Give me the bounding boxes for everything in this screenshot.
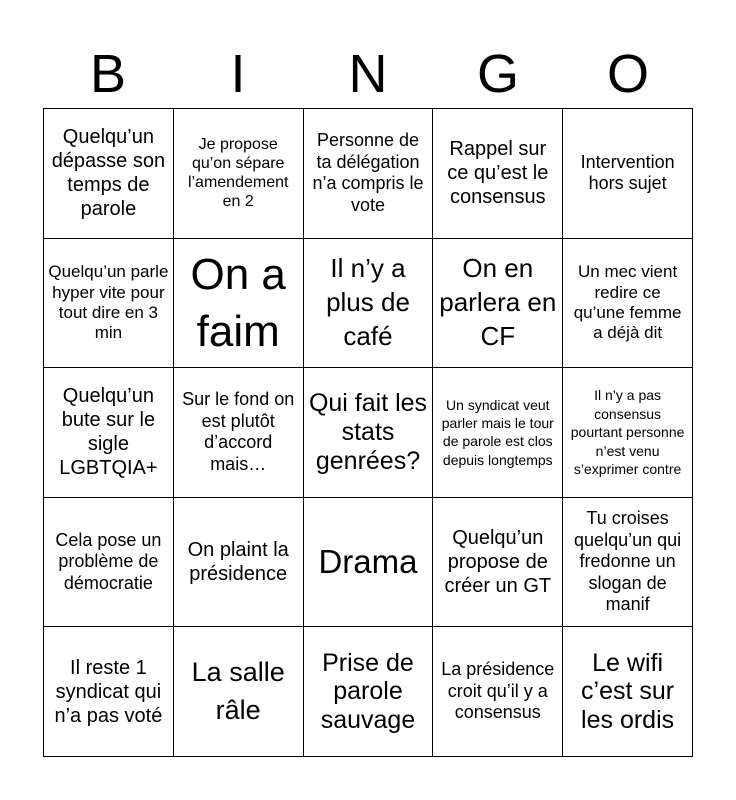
- bingo-cell[interactable]: La salle râle: [173, 627, 303, 757]
- bingo-cell[interactable]: Tu croises quelqu’un qui fredonne un slogan de manif: [563, 497, 693, 627]
- bingo-cell[interactable]: Il reste 1 syndicat qui n’a pas voté: [44, 627, 174, 757]
- bingo-cell[interactable]: Quelqu’un propose de créer un GT: [433, 497, 563, 627]
- bingo-cell[interactable]: Quelqu’un bute sur le sigle LGBTQIA+: [44, 368, 174, 498]
- bingo-cell[interactable]: Rappel sur ce qu’est le consensus: [433, 109, 563, 239]
- bingo-cell[interactable]: Intervention hors sujet: [563, 109, 693, 239]
- bingo-cell[interactable]: Cela pose un problème de démocratie: [44, 497, 174, 627]
- bingo-grid: [43, 108, 693, 757]
- header-letter-i: I: [230, 44, 246, 104]
- bingo-header: [43, 40, 693, 108]
- bingo-cell[interactable]: Le wifi c’est sur les ordis: [563, 627, 693, 757]
- bingo-cell[interactable]: Quelqu’un parle hyper vite pour tout dire en 3 min: [44, 238, 174, 368]
- bingo-cell[interactable]: Quelqu’un dépasse son temps de parole: [44, 109, 174, 239]
- bingo-cell[interactable]: La présidence croit qu’il y a consensus: [433, 627, 563, 757]
- bingo-cell[interactable]: Un mec vient redire ce qu’une femme a déjà dit: [563, 238, 693, 368]
- bingo-cell[interactable]: Il n’y a plus de café: [303, 238, 433, 368]
- bingo-cell[interactable]: On plaint la présidence: [173, 497, 303, 627]
- bingo-cell[interactable]: Sur le fond on est plutôt d’accord mais…: [173, 368, 303, 498]
- grid-row: [44, 238, 693, 368]
- bingo-cell[interactable]: Je propose qu’on sépare l’amendement en 2: [173, 109, 303, 239]
- bingo-cell[interactable]: Qui fait les stats genrées?: [303, 368, 433, 498]
- grid-row: [44, 627, 693, 757]
- header-letter-b: B: [89, 44, 127, 104]
- bingo-cell[interactable]: Il n’y a pas consensus pourtant personne n’est venu s’exprimer contre: [563, 368, 693, 498]
- header-letter-n: N: [348, 44, 388, 104]
- bingo-cell[interactable]: On en parlera en CF: [433, 238, 563, 368]
- header-letter-o: O: [606, 44, 649, 104]
- bingo-cell[interactable]: On a faim: [173, 238, 303, 368]
- grid-row: [44, 497, 693, 627]
- bingo-cell[interactable]: Drama: [303, 497, 433, 627]
- bingo-cell[interactable]: Un syndicat veut parler mais le tour de parole est clos depuis longtemps: [433, 368, 563, 498]
- bingo-cell[interactable]: Prise de parole sauvage: [303, 627, 433, 757]
- header-letter-g: G: [476, 44, 519, 104]
- grid-row: [44, 109, 693, 239]
- bingo-cell[interactable]: Personne de ta délégation n’a compris le vote: [303, 109, 433, 239]
- grid-row: [44, 368, 693, 498]
